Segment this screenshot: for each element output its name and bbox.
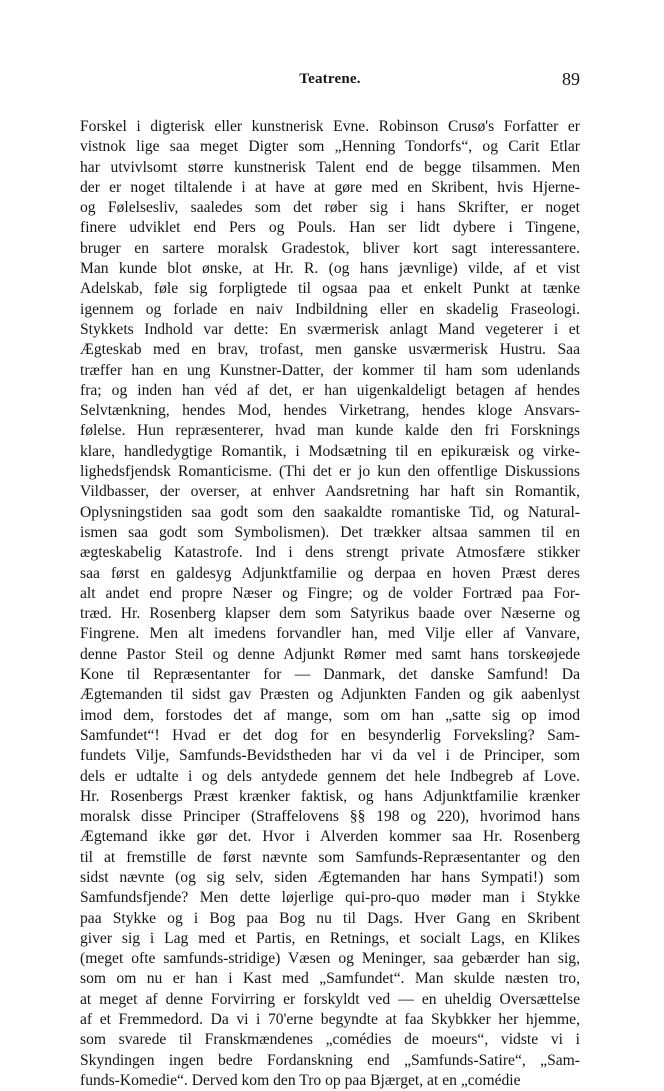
text-line: ægteskabelig Katastrofe. Ind i dens strengt private Atmosfære stikker [80, 544, 580, 562]
text-line: vistnok lige saa meget Digter som „Henning Tondorfs“, og Carit Etlar [80, 138, 580, 156]
text-line: moralsk disse Principer (Straffelovens §§ 198 og 220), hvorimod hans [80, 808, 580, 826]
text-line: Man kunde blot ønske, at Hr. R. (og hans jævnlige) vilde, af et vist [80, 260, 580, 278]
text-line: giver sig i Lag med et Partis, en Retnings, et socialt Lags, en Klikes [80, 929, 580, 947]
text-line: sidst nævnte (og sig selv, siden Ægtemanden har hans Sympati!) som [80, 868, 580, 886]
text-line: Adelskab, føle sig forpligtede til ogsaa paa et enkelt Punkt at tænke [80, 280, 580, 298]
text-line: til at fremstille de først nævnte som Samfunds-Repræsentanter og den [80, 848, 580, 866]
text-line: der er noget tiltalende i at have at gøre med en Skribent, hvis Hjerne- [80, 178, 580, 196]
text-line: Kone til Repræsentanter for — Danmark, det danske Samfund! Da [80, 666, 580, 684]
text-line: Skyndingen ingen bedre Fordanskning end „Samfunds-Satire“, „Sam- [80, 1051, 580, 1069]
text-line: og Følelsesliv, saaledes som det røber sig i hans Skrifter, er noget [80, 199, 580, 217]
text-line: Ægteskab med en brav, trofast, men ganske usværmerisk Hustru. Saa [80, 341, 580, 359]
text-line: bruger en sartere moralsk Gradestok, bliver kort sagt interessantere. [80, 239, 580, 257]
text-line: Samfundsfjende? Men dette løjerlige qui-pro-quo møder man i Stykke [80, 889, 580, 907]
text-line: Forskel i digterisk eller kunstnerisk Evne. Robinson Crusø's Forfatter er [80, 118, 580, 135]
text-line: Ægtemand ikke gør det. Hvor i Alverden kommer saa Hr. Rosenberg [80, 828, 580, 846]
text-line: paa Stykke og i Bog paa Bog nu til Dags. Hver Gang en Skribent [80, 909, 580, 927]
text-line: alt andet end propre Næser og Fingre; og de volder Fortræd paa For- [80, 584, 580, 602]
text-line: Fingrene. Men alt imedens forvandler han, med Vilje eller af Vanvare, [80, 625, 580, 643]
text-line: Ægtemanden til sidst gav Præsten og Adjunkten Fanden og gik aabenlyst [80, 686, 580, 704]
text-line: klare, handledygtige Romantik, i Modsætning til en epikuræisk og virke- [80, 442, 580, 460]
text-line: træd. Hr. Rosenberg klapser dem som Satyrikus baade over Næserne og [80, 605, 580, 623]
text-line: dels er udtalte i og dels antydede gennem det hele Indbegreb af Love. [80, 767, 580, 785]
text-line: som om nu er han i Kast med „Samfundet“. Man skulde næsten tro, [80, 970, 580, 988]
text-line: følelse. Hun repræsenterer, hvad man kunde kalde den fri Forsknings [80, 422, 580, 440]
text-line: Vildbasser, der overser, at enhver Aandsretning har haft sin Romantik, [80, 483, 580, 501]
text-line: fra; og inden han véd af det, er han uigenkaldeligt betagen af hendes [80, 381, 580, 399]
text-line: Selvtænkning, hendes Mod, hendes Virketrang, hendes kloge Ansvars- [80, 402, 580, 420]
text-line: fundets Vilje, Samfunds-Bevidstheden har vi da vel i de Principer, som [80, 747, 580, 765]
text-line: funds-Komedie“. Derved kom den Tro op paa Bjærget, at en „comédie [80, 1071, 521, 1089]
text-line: træffer han en ung Kunstner-Datter, der kommer til ham som udenlands [80, 361, 580, 379]
text-line: Stykkets Indhold var dette: En sværmerisk anlagt Mand vegeterer i et [80, 320, 580, 338]
text-line: lighedsfjendsk Romanticisme. (Thi det er jo kun den offentlige Diskussions [80, 463, 580, 481]
text-line: (meget ofte samfunds-stridige) Væsen og Meninger, saa gebærder han sig, [80, 950, 580, 968]
text-line: denne Pastor Steil og denne Adjunkt Rømer med samt hans torskeøjede [80, 645, 580, 663]
text-line: Oplysningstiden saa godt som den saakaldte romantiske Tid, og Natural- [80, 503, 580, 521]
page-number: 89 [562, 69, 580, 89]
text-line: finere udviklet end Pers og Pouls. Han ser lidt dybere i Tingene, [80, 219, 580, 237]
text-line: saa først en galdesyg Adjunktfamilie og derpaa en hoven Præst deres [80, 564, 580, 582]
text-line: Hr. Rosenbergs Præst krænker faktisk, og hans Adjunktfamilie krænker [80, 787, 580, 805]
text-line: har utvivlsomt større kunstnerisk Talent end de begge tilsammen. Men [80, 158, 580, 176]
running-title: Teatrene. [299, 71, 361, 87]
text-line: ismen saa godt som Symbolismen). Det trækker altsaa sammen til en [80, 523, 580, 541]
text-line: imod dem, forstodes det af mange, som om han „satte sig op imod [80, 706, 580, 724]
body-text [80, 117, 580, 1091]
running-head [80, 71, 580, 93]
text-line: af et Fremmedord. Da vi i 70'erne begyndte at faa Skybkker her hjemme, [80, 1011, 580, 1029]
text-line: som svarede til Franskmændenes „comédies de moeurs“, vidste vi i [80, 1031, 580, 1049]
text-line: at meget af denne Forvirring er forskyldt ved — en uheldig Oversættelse [80, 990, 580, 1008]
text-line: Samfundet“! Hvad er det dog for en besynderlig Forveksling? Sam- [80, 726, 580, 744]
text-line: igennem og forlade en naiv Indbildning eller en skadelig Fraseologi. [80, 300, 580, 318]
